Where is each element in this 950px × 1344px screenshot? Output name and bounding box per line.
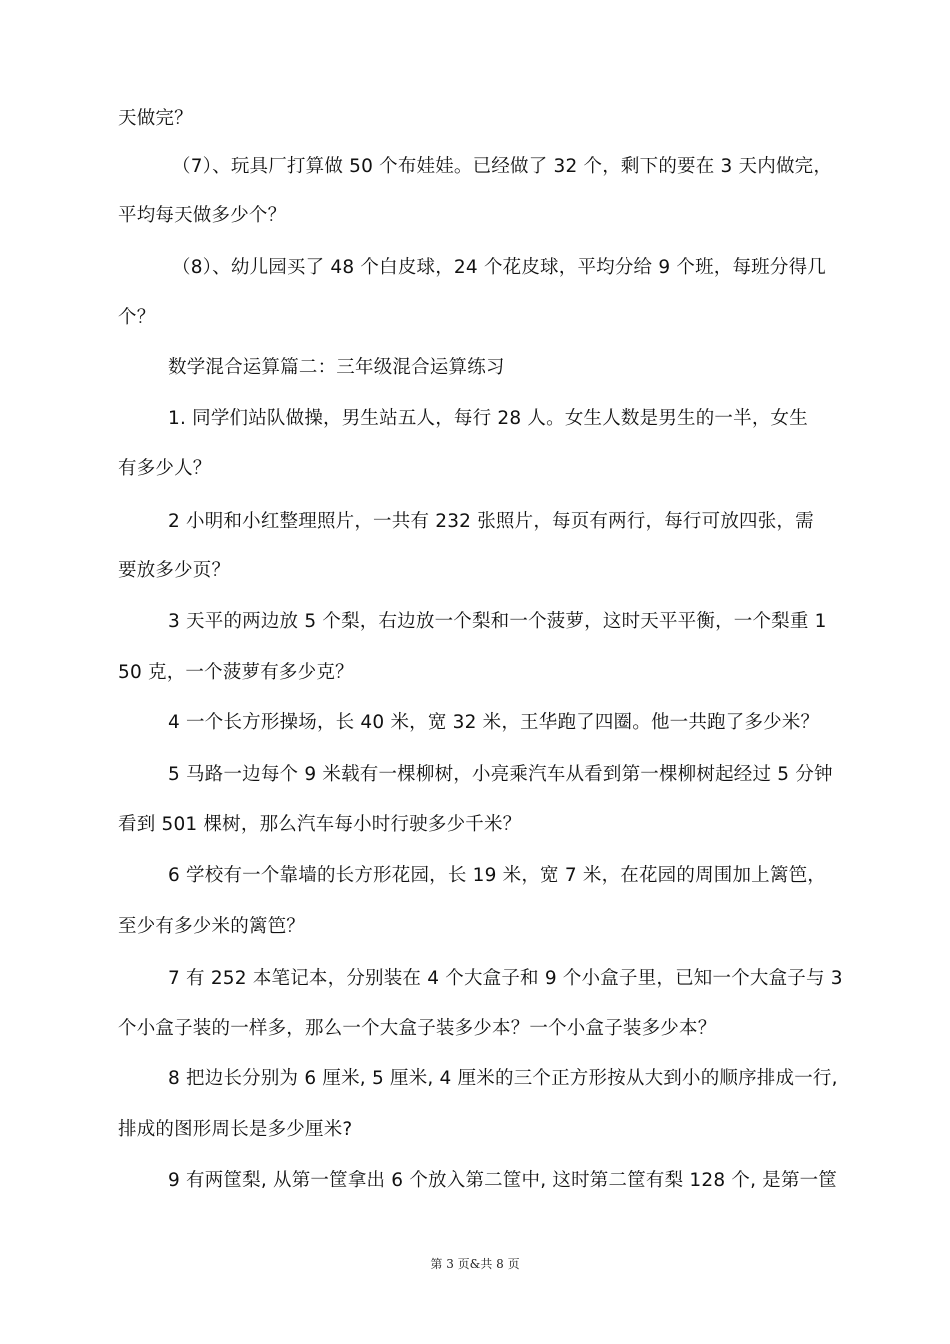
- text-line: 1. 同学们站队做操，男生站五人，每行 28 人。女生人数是男生的一半，女生: [168, 408, 808, 429]
- text-line: 9 有两筐梨, 从第一筐拿出 6 个放入第二筐中, 这时第二筐有梨 128 个, 是第一筐: [168, 1170, 838, 1191]
- text-line: 个小盒子装的一样多，那么一个大盒子装多少本？一个小盒子装多少本？: [118, 1018, 717, 1039]
- text-line: 8 把边长分别为 6 厘米, 5 厘米, 4 厘米的三个正方形按从大到小的顺序排成一行,: [168, 1068, 838, 1089]
- text-line: 有多少人？: [118, 458, 212, 479]
- text-line: 天做完？: [118, 108, 193, 129]
- text-line: 6 学校有一个靠墙的长方形花园，长 19 米，宽 7 米，在花园的周围加上篱笆，: [168, 865, 826, 886]
- text-line: 3 天平的两边放 5 个梨，右边放一个梨和一个菠萝，这时天平平衡，一个梨重 1: [168, 611, 827, 632]
- text-line: 看到 501 棵树，那么汽车每小时行驶多少千米？: [118, 814, 522, 835]
- text-line: 7 有 252 本笔记本，分别装在 4 个大盒子和 9 个小盒子里，已知一个大盒子与 3: [168, 968, 843, 989]
- text-line: 要放多少页？: [118, 560, 231, 581]
- text-line: 排成的图形周长是多少厘米?: [118, 1119, 353, 1140]
- text-line: 4 一个长方形操场，长 40 米，宽 32 米，王华跑了四圈。他一共跑了多少米？: [168, 712, 820, 733]
- page-footer: 第 3 页&共 8 页: [430, 1257, 520, 1271]
- text-line: 50 克，一个菠萝有多少克？: [118, 662, 354, 683]
- text-line: （8）、幼儿园买了 48 个白皮球，24 个花皮球，平均分给 9 个班，每班分得几: [172, 257, 826, 278]
- text-line: 5 马路一边每个 9 米载有一棵柳树，小亮乘汽车从看到第一棵柳树起经过 5 分钟: [168, 764, 833, 785]
- text-line: （7）、玩具厂打算做 50 个布娃娃。已经做了 32 个，剩下的要在 3 天内做完，: [172, 156, 833, 177]
- text-line: 至少有多少米的篱笆？: [118, 916, 306, 937]
- text-line: 个？: [118, 307, 156, 328]
- section-heading: 数学混合运算篇二：三年级混合运算练习: [168, 357, 505, 378]
- text-line: 平均每天做多少个？: [118, 205, 287, 226]
- text-line: 2 小明和小红整理照片，一共有 232 张照片，每页有两行，每行可放四张，需: [168, 511, 814, 532]
